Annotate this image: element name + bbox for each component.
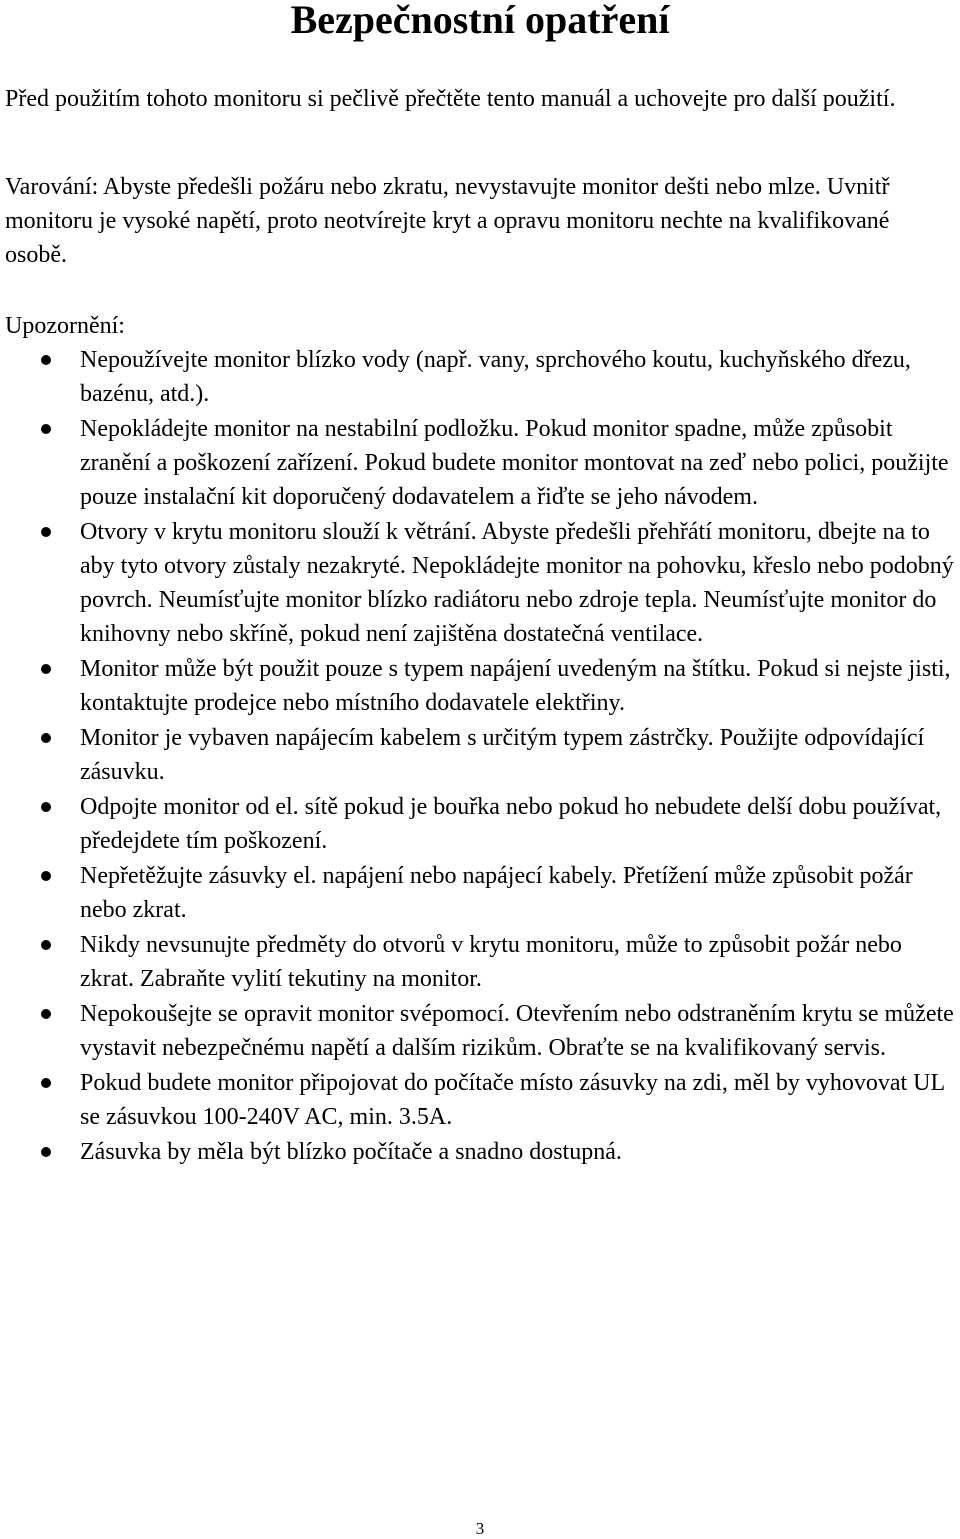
bullet-icon [41, 1009, 51, 1019]
bullet-icon [41, 664, 51, 674]
bullet-icon [41, 1078, 51, 1088]
list-item [0, 652, 960, 720]
warning-paragraph: Varování: Abyste předešli požáru nebo zkratu, nevystavujte monitor dešti nebo mlze. Uvnitř monitoru je vysoké napětí, proto neotvírejte kryt a opravu monitoru nechte na kvalifikované osobě. [5, 174, 890, 268]
list-item-text: Nepřetěžujte zásuvky el. napájení nebo napájecí kabely. Přetížení může způsobit požár nebo zkrat. [80, 863, 913, 923]
caution-list [0, 343, 960, 1170]
bullet-icon [41, 871, 51, 881]
list-item [0, 343, 960, 411]
list-item-text: Nepokoušejte se opravit monitor svépomocí. Otevřením nebo odstraněním krytu se můžete vystavit nebezpečnému napětí a dalším rizikům. Obraťte se na kvalifikovaný servis. [80, 1001, 954, 1061]
list-item [0, 1135, 960, 1169]
bullet-icon [41, 802, 51, 812]
list-item-text: Pokud budete monitor připojovat do počítače místo zásuvky na zdi, měl by vyhovovat UL se zásuvkou 100-240V AC, min. 3.5A. [80, 1070, 945, 1130]
list-item-text: Odpojte monitor od el. sítě pokud je bouřka nebo pokud ho nebudete delší dobu používat, předejdete tím poškození. [80, 794, 942, 854]
list-item-text: Nikdy nevsunujte předměty do otvorů v krytu monitoru, může to způsobit požár nebo zkrat. Zabraňte vylití tekutiny na monitor. [80, 932, 902, 992]
list-item [0, 515, 960, 651]
intro-paragraph: Před použitím tohoto monitoru si pečlivě přečtěte tento manuál a uchovejte pro další použití. [5, 86, 896, 112]
list-item-text: Zásuvka by měla být blízko počítače a snadno dostupná. [80, 1139, 622, 1165]
bullet-icon [41, 1147, 51, 1157]
list-item-text: Nepokládejte monitor na nestabilní podložku. Pokud monitor spadne, může způsobit zranění a poškození zařízení. Pokud budete monitor montovat na zeď nebo polici, použijte pouze instalační kit doporučený dodavatelem a řiďte se jeho návodem. [80, 416, 949, 510]
list-item [0, 412, 960, 514]
list-item-text: Nepoužívejte monitor blízko vody (např. vany, sprchového koutu, kuchyňského dřezu, bazénu, atd.). [80, 347, 911, 407]
page-number: 3 [475, 1519, 485, 1538]
bullet-icon [41, 424, 51, 434]
page-title: Bezpečnostní opatření [290, 0, 670, 42]
bullet-icon [41, 940, 51, 950]
bullet-icon [41, 527, 51, 537]
list-item [0, 928, 960, 996]
list-item [0, 790, 960, 858]
list-item [0, 997, 960, 1065]
list-item [0, 721, 960, 789]
list-item-text: Otvory v krytu monitoru slouží k větrání. Abyste předešli přehřátí monitoru, dbejte na to aby tyto otvory zůstaly nezakryté. Nepokládejte monitor na pohovku, křeslo nebo podobný povrch. Neumísťujte monitor blízko radiátoru nebo zdroje tepla. Neumísťujte monitor do knihovny nebo skříně, pokud není zajištěna dostatečná ventilace. [80, 519, 954, 647]
list-item-text: Monitor je vybaven napájecím kabelem s určitým typem zástrčky. Použijte odpovídající zásuvku. [80, 725, 925, 785]
bullet-icon [41, 355, 51, 365]
list-item [0, 859, 960, 927]
bullet-icon [41, 733, 51, 743]
list-item [0, 1066, 960, 1134]
list-item-text: Monitor může být použit pouze s typem napájení uvedeným na štítku. Pokud si nejste jisti, kontaktujte prodejce nebo místního dodavatele elektřiny. [80, 656, 951, 716]
caution-heading: Upozornění: [5, 313, 125, 339]
